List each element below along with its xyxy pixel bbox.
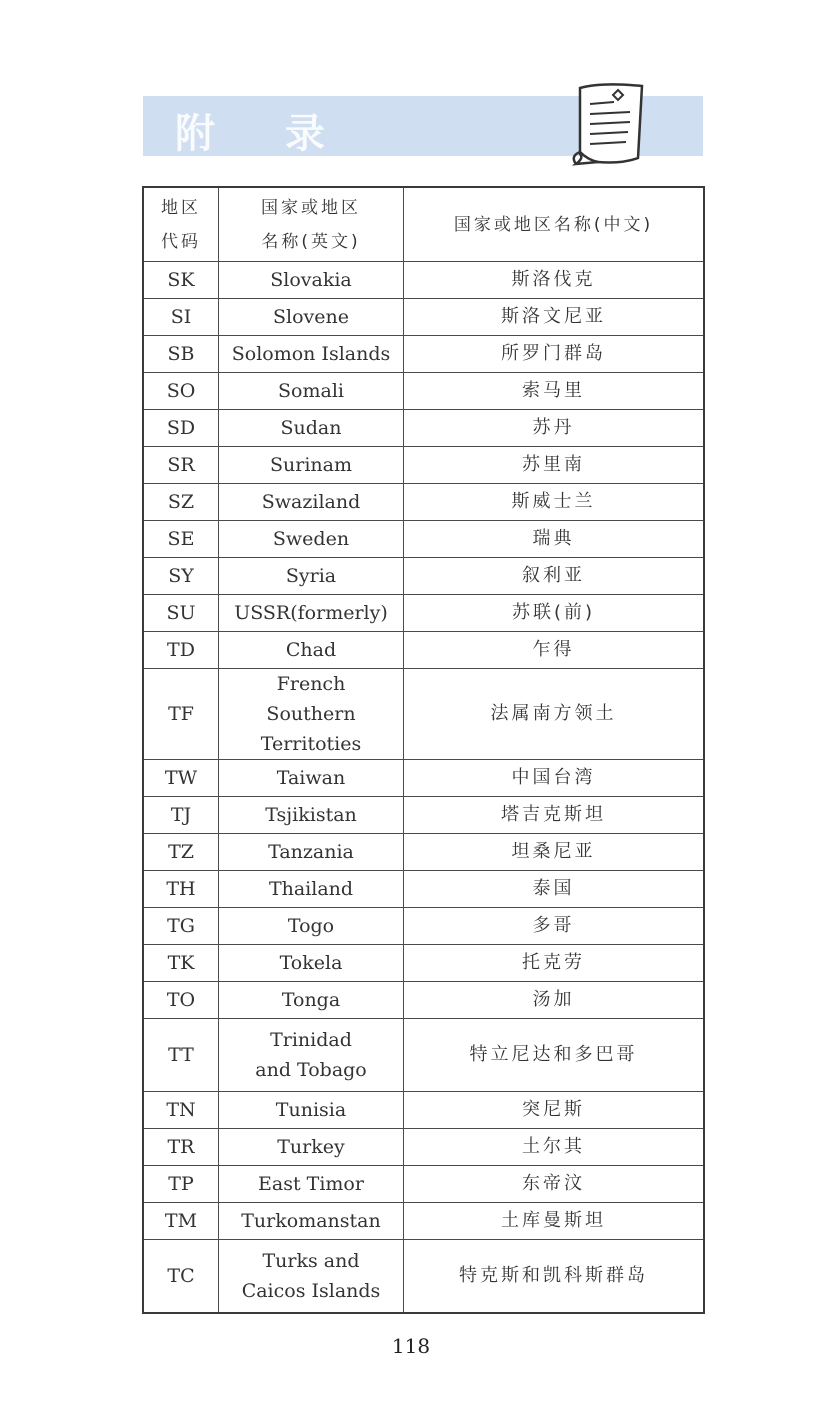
cell-name-zh: 苏里南	[404, 447, 705, 484]
cell-name-en: Trinidad and Tobago	[219, 1019, 404, 1092]
cell-name-en: Sweden	[219, 521, 404, 558]
cell-code: SE	[143, 521, 219, 558]
table-row	[143, 1203, 704, 1240]
cell-name-zh: 乍得	[404, 632, 705, 669]
table-row	[143, 982, 704, 1019]
cell-code: TO	[143, 982, 219, 1019]
cell-code: SR	[143, 447, 219, 484]
cell-code: TH	[143, 871, 219, 908]
table-row	[143, 521, 704, 558]
cell-name-en: Chad	[219, 632, 404, 669]
cell-name-zh: 特克斯和凯科斯群岛	[404, 1240, 705, 1314]
table-row	[143, 632, 704, 669]
cell-code: SZ	[143, 484, 219, 521]
table-row	[143, 908, 704, 945]
cell-code: TF	[143, 669, 219, 760]
cell-code: SI	[143, 299, 219, 336]
cell-name-zh: 苏联(前)	[404, 595, 705, 632]
cell-name-zh: 叙利亚	[404, 558, 705, 595]
cell-code: TW	[143, 760, 219, 797]
cell-name-en: Sudan	[219, 410, 404, 447]
table-row	[143, 834, 704, 871]
cell-name-en: Tokela	[219, 945, 404, 982]
cell-name-zh: 法属南方领土	[404, 669, 705, 760]
cell-code: SO	[143, 373, 219, 410]
cell-name-zh: 斯洛伐克	[404, 262, 705, 299]
cell-name-en: Turks and Caicos Islands	[219, 1240, 404, 1314]
cell-name-en: Swaziland	[219, 484, 404, 521]
table-row	[143, 484, 704, 521]
cell-code: TR	[143, 1129, 219, 1166]
table-row	[143, 669, 704, 760]
cell-name-en: East Timor	[219, 1166, 404, 1203]
cell-name-zh: 索马里	[404, 373, 705, 410]
cell-code: SY	[143, 558, 219, 595]
country-code-table	[142, 186, 705, 1314]
header-code: 地区 代码	[143, 187, 219, 262]
header-name-zh: 国家或地区名称(中文)	[404, 187, 705, 262]
cell-name-en: Tanzania	[219, 834, 404, 871]
cell-code: TK	[143, 945, 219, 982]
cell-name-en: Surinam	[219, 447, 404, 484]
cell-name-en: Togo	[219, 908, 404, 945]
table-row	[143, 447, 704, 484]
cell-name-zh: 土库曼斯坦	[404, 1203, 705, 1240]
cell-name-zh: 东帝汶	[404, 1166, 705, 1203]
cell-code: SB	[143, 336, 219, 373]
cell-code: SK	[143, 262, 219, 299]
cell-name-zh: 塔吉克斯坦	[404, 797, 705, 834]
cell-name-en: Tonga	[219, 982, 404, 1019]
cell-code: TN	[143, 1092, 219, 1129]
cell-name-zh: 苏丹	[404, 410, 705, 447]
cell-name-zh: 多哥	[404, 908, 705, 945]
cell-code: TZ	[143, 834, 219, 871]
cell-code: TC	[143, 1240, 219, 1314]
table-row	[143, 1129, 704, 1166]
cell-name-en: Thailand	[219, 871, 404, 908]
table-row	[143, 373, 704, 410]
table-row	[143, 1240, 704, 1314]
cell-name-zh: 所罗门群岛	[404, 336, 705, 373]
cell-name-en: Solomon Islands	[219, 336, 404, 373]
cell-name-zh: 汤加	[404, 982, 705, 1019]
cell-name-zh: 瑞典	[404, 521, 705, 558]
table-row	[143, 1166, 704, 1203]
cell-name-zh: 中国台湾	[404, 760, 705, 797]
cell-name-zh: 泰国	[404, 871, 705, 908]
cell-name-en: Turkey	[219, 1129, 404, 1166]
table-row	[143, 760, 704, 797]
cell-code: TP	[143, 1166, 219, 1203]
table-row	[143, 797, 704, 834]
cell-name-en: Tsjikistan	[219, 797, 404, 834]
cell-code: TG	[143, 908, 219, 945]
cell-name-en: Slovene	[219, 299, 404, 336]
cell-name-zh: 突尼斯	[404, 1092, 705, 1129]
cell-name-en: Syria	[219, 558, 404, 595]
cell-name-en: Slovakia	[219, 262, 404, 299]
cell-name-en: Taiwan	[219, 760, 404, 797]
table-row	[143, 299, 704, 336]
cell-name-en: Tunisia	[219, 1092, 404, 1129]
table-row	[143, 410, 704, 447]
cell-name-zh: 斯威士兰	[404, 484, 705, 521]
cell-code: TT	[143, 1019, 219, 1092]
table-row	[143, 871, 704, 908]
page-number: 118	[391, 1334, 431, 1358]
page-title: 附 录	[175, 111, 353, 157]
header-name-en: 国家或地区 名称(英文)	[219, 187, 404, 262]
cell-name-en: French Southern Territoties	[219, 669, 404, 760]
table-row	[143, 1092, 704, 1129]
table-header-row	[143, 187, 704, 262]
cell-name-en: USSR(formerly)	[219, 595, 404, 632]
cell-name-en: Turkomanstan	[219, 1203, 404, 1240]
cell-name-en: Somali	[219, 373, 404, 410]
table-row	[143, 945, 704, 982]
table-row	[143, 262, 704, 299]
document-icon	[562, 74, 662, 174]
cell-name-zh: 坦桑尼亚	[404, 834, 705, 871]
cell-name-zh: 托克劳	[404, 945, 705, 982]
cell-code: TM	[143, 1203, 219, 1240]
table-row	[143, 1019, 704, 1092]
table-row	[143, 595, 704, 632]
cell-code: TD	[143, 632, 219, 669]
cell-name-zh: 斯洛文尼亚	[404, 299, 705, 336]
table-row	[143, 558, 704, 595]
cell-code: TJ	[143, 797, 219, 834]
table-row	[143, 336, 704, 373]
cell-code: SD	[143, 410, 219, 447]
cell-code: SU	[143, 595, 219, 632]
cell-name-zh: 特立尼达和多巴哥	[404, 1019, 705, 1092]
cell-name-zh: 土尔其	[404, 1129, 705, 1166]
